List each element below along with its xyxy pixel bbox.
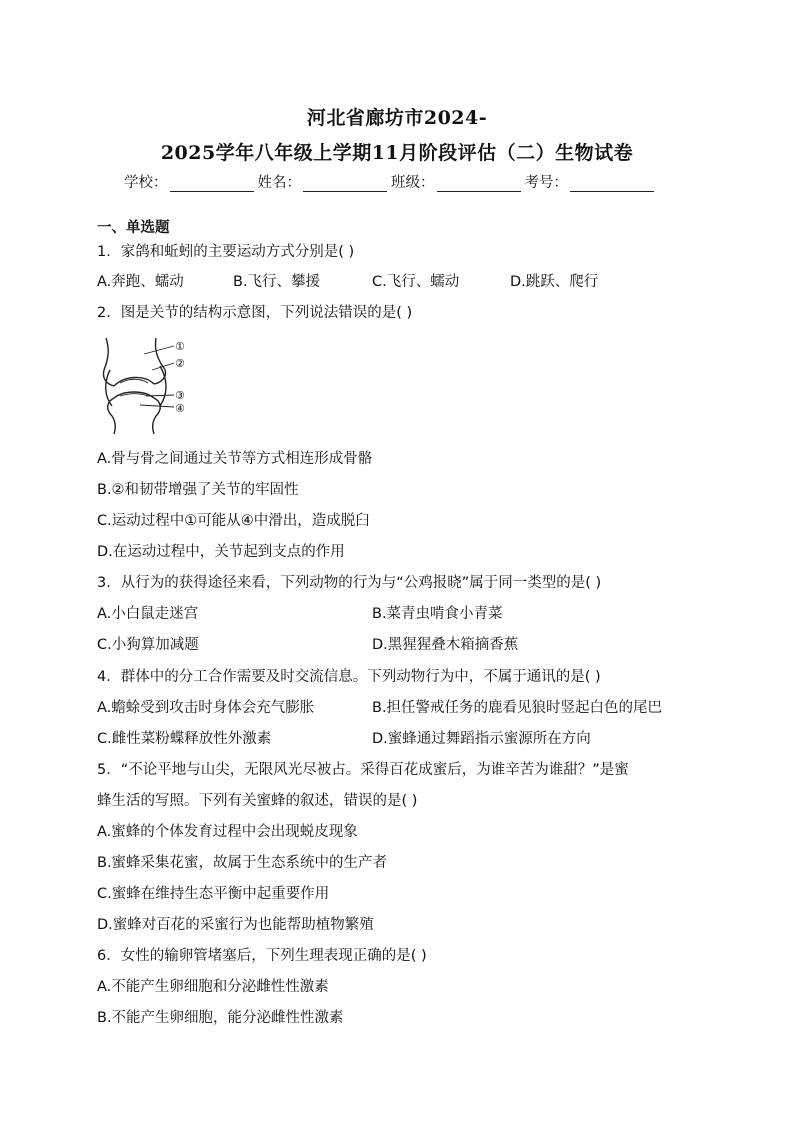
section-title: 一、单选题 bbox=[97, 220, 170, 236]
question-2-stem: 2．图是关节的结构示意图，下列说法错误的是( ) bbox=[97, 305, 413, 321]
exam-number-blank[interactable] bbox=[570, 175, 654, 192]
question-3-option-a[interactable]: A.小白鼠走迷宫 bbox=[97, 606, 199, 622]
figure-label-3: ③ bbox=[175, 389, 185, 402]
joint-cartilage-lower bbox=[120, 394, 148, 396]
name-label: 姓名： bbox=[257, 175, 301, 191]
label-line-4 bbox=[140, 405, 174, 407]
question-1-stem: 1．家鸽和蚯蚓的主要运动方式分别是( ) bbox=[97, 244, 355, 260]
joint-diagram bbox=[100, 336, 200, 436]
question-3-stem: 3．从行为的获得途径来看，下列动物的行为与“公鸡报晓”属于同一类型的是( ) bbox=[97, 575, 602, 591]
question-6-stem: 6．女性的输卵管堵塞后，下列生理表现正确的是( ) bbox=[97, 948, 427, 964]
question-2-option-c[interactable]: C.运动过程中①可能从④中滑出，造成脱臼 bbox=[97, 513, 370, 529]
school-label: 学校： bbox=[124, 175, 168, 191]
school-blank[interactable] bbox=[170, 175, 254, 192]
class-blank[interactable] bbox=[437, 175, 521, 192]
question-6-option-b[interactable]: B.不能产生卵细胞，能分泌雌性性激素 bbox=[97, 1010, 344, 1026]
question-4-option-a[interactable]: A.蟾蜍受到攻击时身体会充气膨胀 bbox=[97, 700, 315, 716]
question-4-option-b[interactable]: B.担任警戒任务的鹿看见狼时竖起白色的尾巴 bbox=[372, 700, 663, 716]
question-2-option-a[interactable]: A.骨与骨之间通过关节等方式相连形成骨骼 bbox=[97, 451, 373, 467]
question-3-option-d[interactable]: D.黑猩猩叠木箱摘香蕉 bbox=[372, 637, 519, 653]
question-5-stem-line2: 蜂生活的写照。下列有关蜜蜂的叙述，错误的是( ) bbox=[97, 793, 418, 809]
question-2-option-d[interactable]: D.在运动过程中，关节起到支点的作用 bbox=[97, 544, 345, 560]
student-info-row bbox=[124, 171, 658, 192]
question-1-option-a[interactable]: A.奔跑、蠕动 bbox=[97, 274, 184, 290]
question-4-option-c[interactable]: C.雌性菜粉蝶释放性外激素 bbox=[97, 731, 272, 747]
question-6-option-a[interactable]: A.不能产生卵细胞和分泌雌性性激素 bbox=[97, 979, 329, 995]
question-1-option-b[interactable]: B.飞行、攀援 bbox=[233, 274, 321, 290]
joint-upper-bone-left bbox=[103, 338, 114, 386]
joint-upper-bone-right bbox=[154, 338, 166, 384]
question-3-option-b[interactable]: B.菜青虫啃食小青菜 bbox=[372, 606, 503, 622]
question-5-option-d[interactable]: D.蜜蜂对百花的采蜜行为也能帮助植物繁殖 bbox=[97, 917, 374, 933]
question-4-stem: 4．群体中的分工合作需要及时交流信息。下列动物行为中，不属于通讯的是( ) bbox=[97, 669, 601, 685]
question-5-option-a[interactable]: A.蜜蜂的个体发育过程中会出现蜕皮现象 bbox=[97, 824, 358, 840]
question-1-option-d[interactable]: D.跳跃、爬行 bbox=[510, 274, 599, 290]
exam-title-line1: 河北省廊坊市2024- bbox=[306, 107, 488, 129]
label-line-1 bbox=[144, 346, 174, 354]
joint-lower-bone-right bbox=[153, 398, 161, 434]
label-line-2 bbox=[152, 363, 174, 370]
question-3-option-c[interactable]: C.小狗算加减题 bbox=[97, 637, 199, 653]
question-5-option-b[interactable]: B.蜜蜂采集花蜜，故属于生态系统中的生产者 bbox=[97, 855, 388, 871]
question-1-option-c[interactable]: C.飞行、蠕动 bbox=[372, 274, 460, 290]
figure-label-2: ② bbox=[175, 357, 185, 370]
joint-socket-outline bbox=[114, 392, 154, 398]
question-5-option-c[interactable]: C.蜜蜂在维持生态平衡中起重要作用 bbox=[97, 886, 330, 902]
figure-label-4: ④ bbox=[175, 402, 185, 415]
question-4-option-d[interactable]: D.蜜蜂通过舞蹈指示蜜源所在方向 bbox=[372, 731, 591, 747]
joint-lower-bone-left bbox=[108, 398, 116, 434]
question-5-stem-line1: 5．“不论平地与山尖，无限风光尽被占。采得百花成蜜后，为谁辛苦为谁甜？”是蜜 bbox=[97, 762, 629, 778]
exam-title-line2: 2025学年八年级上学期11月阶段评估（二）生物试卷 bbox=[160, 142, 634, 164]
exam-number-label: 考号： bbox=[524, 175, 568, 191]
name-blank[interactable] bbox=[303, 175, 387, 192]
figure-label-1: ① bbox=[175, 340, 185, 353]
class-label: 班级： bbox=[391, 175, 435, 191]
question-2-option-b[interactable]: B.②和韧带增强了关节的牢固性 bbox=[97, 482, 299, 498]
